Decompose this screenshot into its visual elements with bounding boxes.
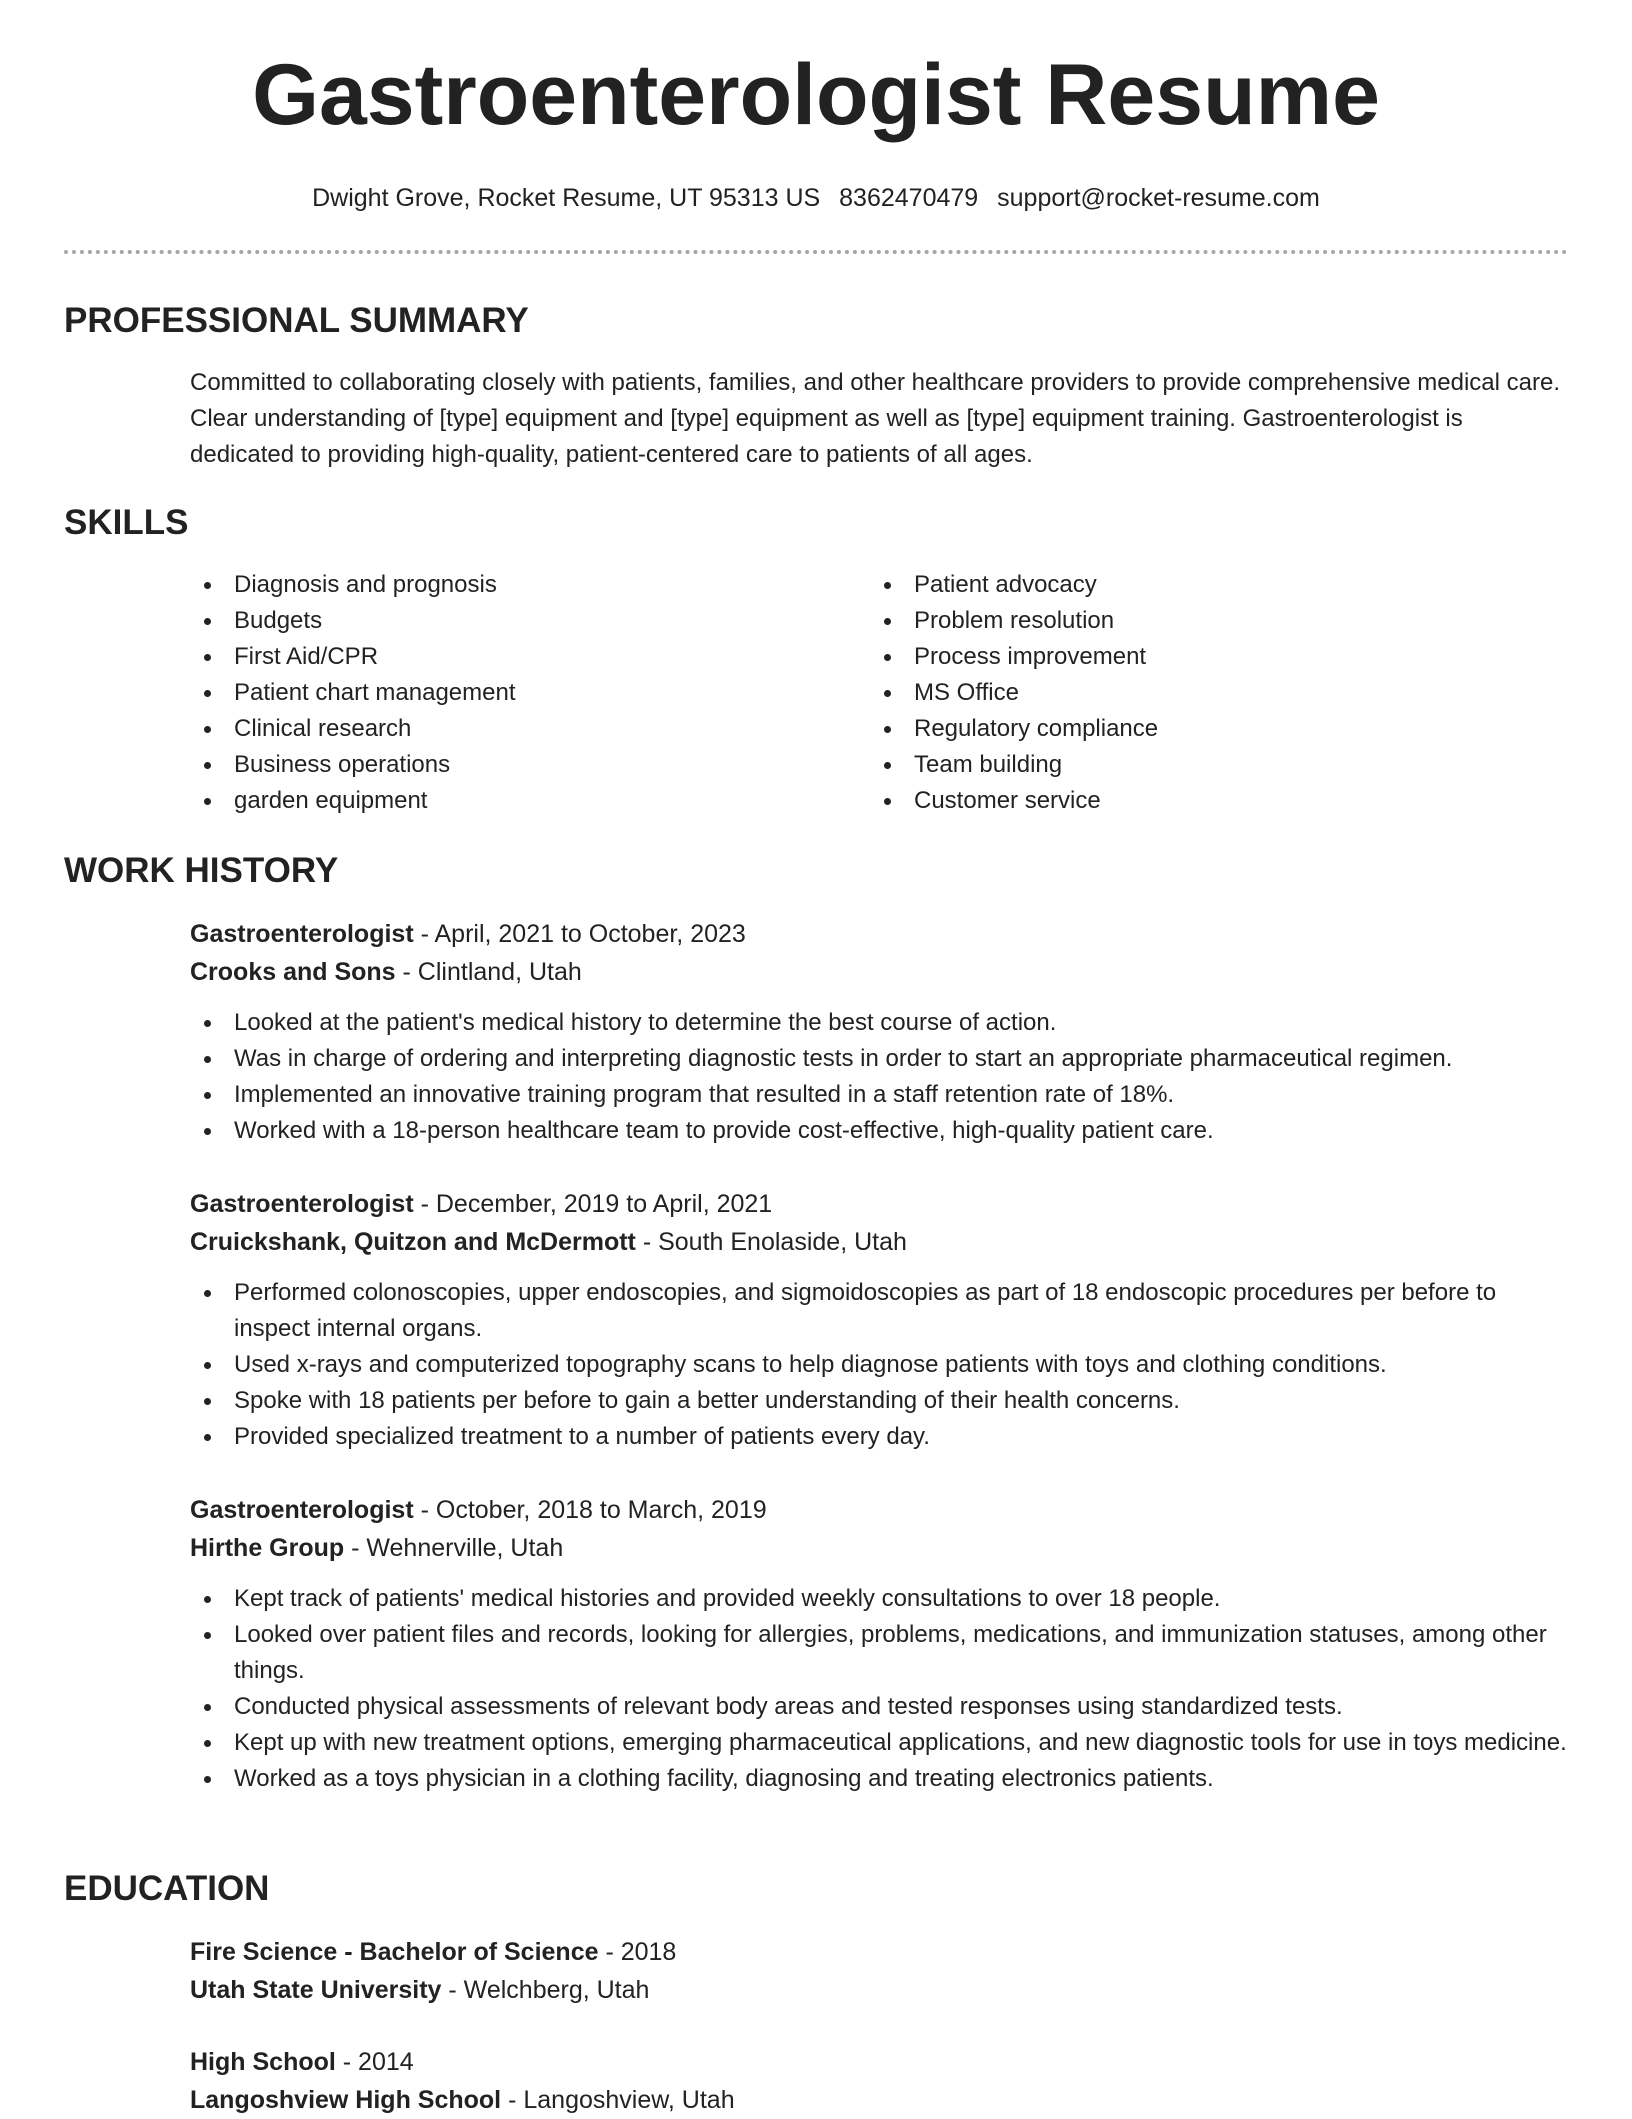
job-location: - South Enolaside, Utah xyxy=(635,1228,907,1256)
job-bullets xyxy=(190,1581,1570,1797)
resume-title: Gastroenterologist Resume xyxy=(252,47,1380,143)
job-dates: - December, 2019 to April, 2021 xyxy=(413,1190,773,1218)
education-heading: EDUCATION xyxy=(64,1869,270,1908)
skill-item: Customer service xyxy=(870,783,1550,819)
skill-item: Regulatory compliance xyxy=(870,711,1550,747)
skill-item: MS Office xyxy=(870,675,1550,711)
skills-list-left xyxy=(190,567,870,819)
job-bullet: Performed colonoscopies, upper endoscopies, and sigmoidoscopies as part of 18 endoscopic procedures per before to inspect internal organs. xyxy=(190,1275,1570,1347)
job-bullet: Conducted physical assessments of relevant body areas and tested responses using standardized tests. xyxy=(190,1689,1570,1725)
skill-item: Problem resolution xyxy=(870,603,1550,639)
work-history-heading: WORK HISTORY xyxy=(64,851,339,890)
contact-phone[interactable]: 8362470479 xyxy=(839,184,979,212)
skill-item: Clinical research xyxy=(190,711,870,747)
skills-heading: SKILLS xyxy=(64,503,189,542)
skill-item: Process improvement xyxy=(870,639,1550,675)
job-bullet: Worked with a 18-person healthcare team to provide cost-effective, high-quality patient care. xyxy=(190,1113,1570,1149)
skill-item: Patient advocacy xyxy=(870,567,1550,603)
education-school: Utah State University xyxy=(190,1976,442,2004)
contact-email[interactable]: support@rocket-resume.com xyxy=(997,184,1320,212)
job-bullet: Provided specialized treatment to a number of patients every day. xyxy=(190,1419,1570,1455)
education-entry xyxy=(190,1933,1570,2009)
skill-item: Patient chart management xyxy=(190,675,870,711)
contact-line xyxy=(0,184,1632,213)
education-location: - Langoshview, Utah xyxy=(501,2086,735,2114)
summary-text: Committed to collaborating closely with patients, families, and other healthcare providers to provide comprehensive medical care. Clear understanding of [type] equipment and [type] equipment as well as [type] equipment training. Gastroenterologist is dedicated to providing high-quality, patient-centered care to patients of all ages. xyxy=(190,369,1561,468)
job-bullet: Spoke with 18 patients per before to gain a better understanding of their health concerns. xyxy=(190,1383,1570,1419)
job-dates: - October, 2018 to March, 2019 xyxy=(413,1496,767,1524)
job-bullet: Used x-rays and computerized topography scans to help diagnose patients with toys and clothing conditions. xyxy=(190,1347,1570,1383)
contact-address: Dwight Grove, Rocket Resume, UT 95313 US xyxy=(312,184,821,212)
education-year: - 2014 xyxy=(335,2048,414,2076)
education-school: Langoshview High School xyxy=(190,2086,502,2114)
skill-item: Diagnosis and prognosis xyxy=(190,567,870,603)
summary-heading: PROFESSIONAL SUMMARY xyxy=(64,301,529,340)
job-bullet: Looked at the patient's medical history to determine the best course of action. xyxy=(190,1005,1570,1041)
job-bullet: Worked as a toys physician in a clothing facility, diagnosing and treating electronics patients. xyxy=(190,1761,1570,1797)
job-title: Gastroenterologist xyxy=(190,920,414,948)
job-title: Gastroenterologist xyxy=(190,1190,414,1218)
skill-item: Business operations xyxy=(190,747,870,783)
job-company: Crooks and Sons xyxy=(190,958,396,986)
job-location: - Wehnerville, Utah xyxy=(344,1534,564,1562)
job-bullets xyxy=(190,1275,1570,1455)
job-company: Cruickshank, Quitzon and McDermott xyxy=(190,1228,636,1256)
job-entry xyxy=(190,915,1570,1149)
job-bullet: Was in charge of ordering and interpreting diagnostic tests in order to start an appropriate pharmaceutical regimen. xyxy=(190,1041,1570,1077)
skill-item: First Aid/CPR xyxy=(190,639,870,675)
job-location: - Clintland, Utah xyxy=(395,958,582,986)
skill-item: Budgets xyxy=(190,603,870,639)
job-entry xyxy=(190,1185,1570,1455)
education-year: - 2018 xyxy=(598,1938,677,1966)
job-dates: - April, 2021 to October, 2023 xyxy=(413,920,746,948)
job-bullet: Kept track of patients' medical histories and provided weekly consultations to over 18 people. xyxy=(190,1581,1570,1617)
education-degree: Fire Science - Bachelor of Science xyxy=(190,1938,599,1966)
header-divider xyxy=(64,250,1568,254)
job-entry xyxy=(190,1491,1570,1797)
job-bullet: Kept up with new treatment options, emerging pharmaceutical applications, and new diagnostic tools for use in toys medicine. xyxy=(190,1725,1570,1761)
job-company: Hirthe Group xyxy=(190,1534,345,1562)
education-degree: High School xyxy=(190,2048,336,2076)
skill-item: Team building xyxy=(870,747,1550,783)
education-entry xyxy=(190,2043,1570,2119)
skill-item: garden equipment xyxy=(190,783,870,819)
job-bullets xyxy=(190,1005,1570,1149)
job-bullet: Looked over patient files and records, looking for allergies, problems, medications, and immunization statuses, among other things. xyxy=(190,1617,1570,1689)
job-title: Gastroenterologist xyxy=(190,1496,414,1524)
skills-list-right xyxy=(870,567,1550,819)
job-bullet: Implemented an innovative training program that resulted in a staff retention rate of 18%. xyxy=(190,1077,1570,1113)
education-location: - Welchberg, Utah xyxy=(441,1976,650,2004)
